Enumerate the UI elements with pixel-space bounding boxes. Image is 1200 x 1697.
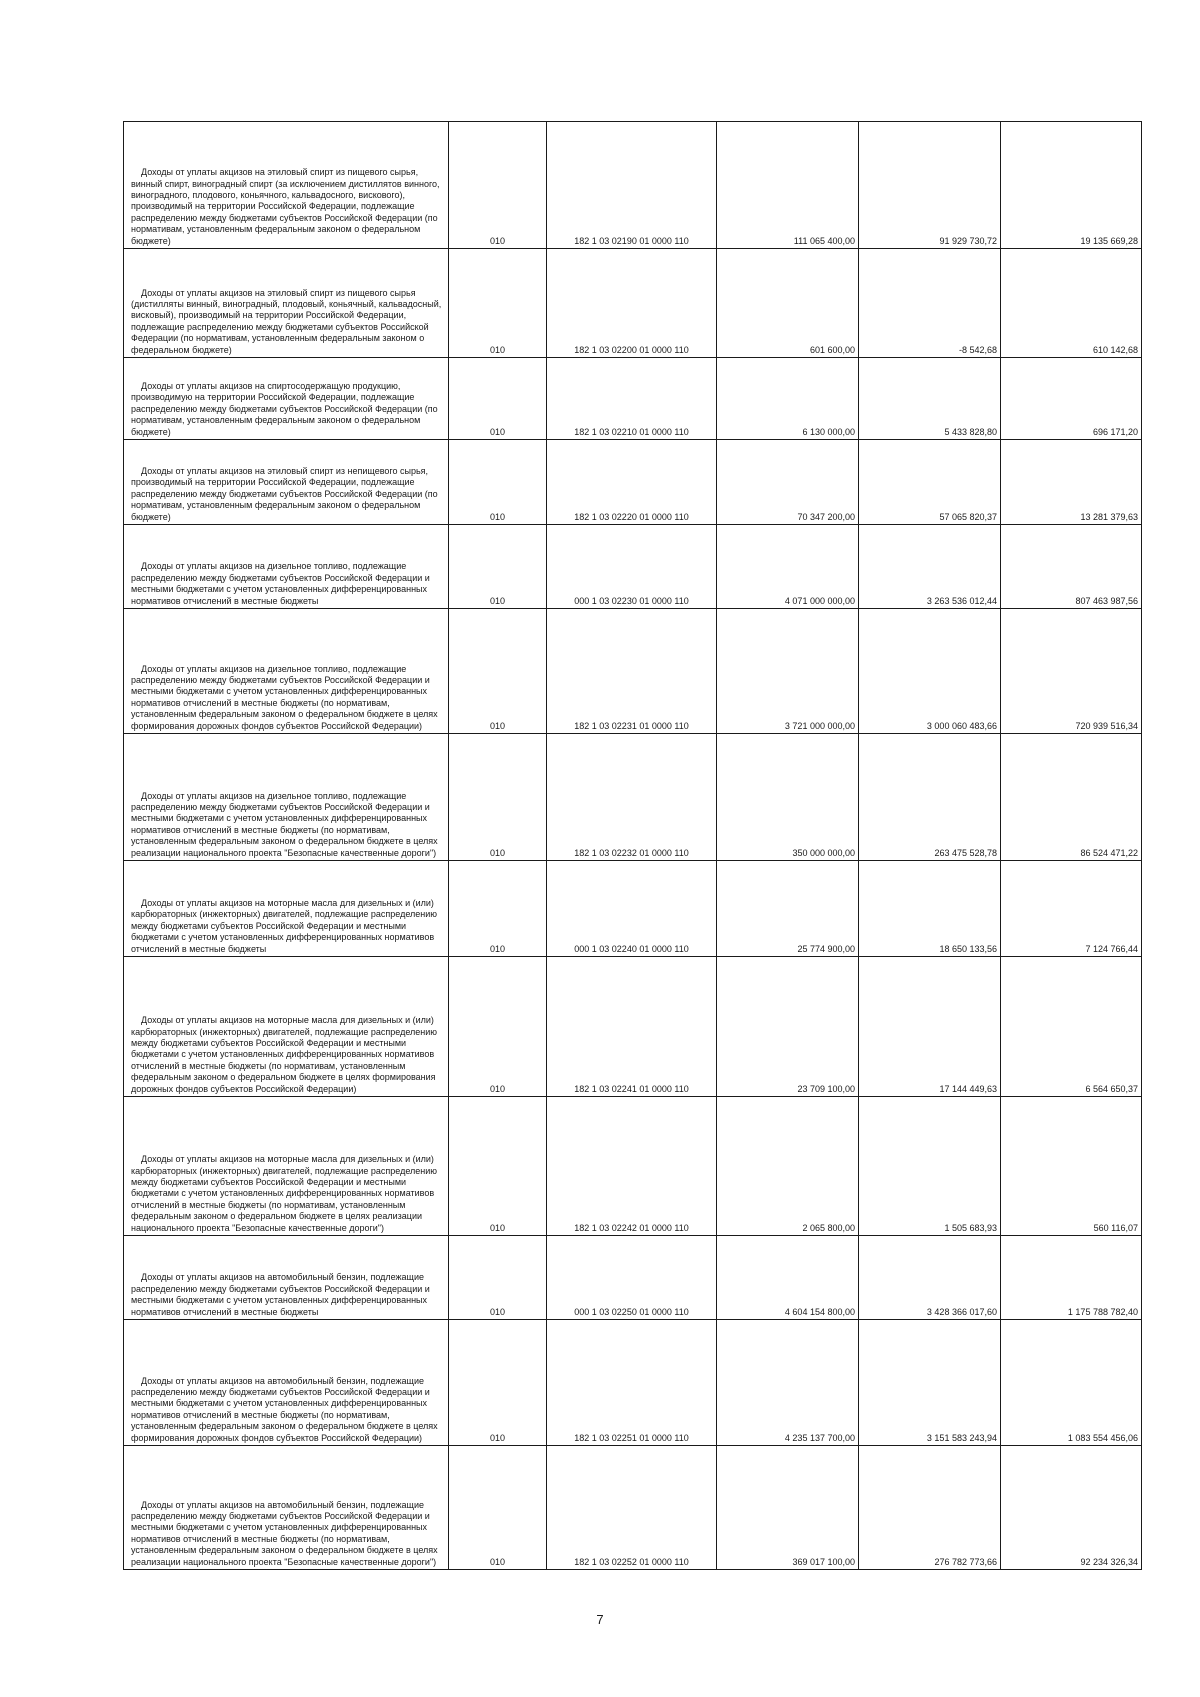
line-code-cell: 010 <box>449 1097 547 1236</box>
unexecuted-cell: 1 175 788 782,40 <box>1001 1236 1142 1320</box>
executed-cell: 18 650 133,56 <box>859 861 1001 957</box>
executed-cell: 1 505 683,93 <box>859 1097 1001 1236</box>
table-row <box>124 1097 1142 1236</box>
income-name-cell: Доходы от уплаты акцизов на дизельное топливо, подлежащие распределению между бюджетами субъектов Российской Федерации и местными бюджетами с учетом установленных дифференцированных нормативов отчислений в местные бюджеты (по нормативам, установленным федеральным законом о федеральном бюджете в целях реализации национального проекта "Безопасные качественные дороги") <box>124 734 449 861</box>
executed-cell: 276 782 773,66 <box>859 1446 1001 1570</box>
table-row <box>124 957 1142 1097</box>
budget-classification-code-cell: 182 1 03 02251 01 0000 110 <box>547 1320 717 1446</box>
line-code-cell: 010 <box>449 734 547 861</box>
unexecuted-cell: 807 463 987,56 <box>1001 525 1142 609</box>
executed-cell: 57 065 820,37 <box>859 440 1001 525</box>
line-code-cell: 010 <box>449 249 547 358</box>
table-row <box>124 861 1142 957</box>
executed-cell: -8 542,68 <box>859 249 1001 358</box>
budget-classification-code-cell: 000 1 03 02240 01 0000 110 <box>547 861 717 957</box>
executed-cell: 91 929 730,72 <box>859 122 1001 249</box>
line-code-cell: 010 <box>449 861 547 957</box>
executed-cell: 3 151 583 243,94 <box>859 1320 1001 1446</box>
approved-plan-cell: 4 235 137 700,00 <box>717 1320 859 1446</box>
table-row <box>124 440 1142 525</box>
line-code-cell: 010 <box>449 1320 547 1446</box>
approved-plan-cell: 369 017 100,00 <box>717 1446 859 1570</box>
table-row <box>124 249 1142 358</box>
line-code-cell: 010 <box>449 525 547 609</box>
revenue-table <box>123 121 1142 1570</box>
income-name-cell: Доходы от уплаты акцизов на дизельное топливо, подлежащие распределению между бюджетами субъектов Российской Федерации и местными бюджетами с учетом установленных дифференцированных нормативов отчислений в местные бюджеты <box>124 525 449 609</box>
budget-classification-code-cell: 182 1 03 02220 01 0000 110 <box>547 440 717 525</box>
table-row <box>124 1446 1142 1570</box>
table-row <box>124 122 1142 249</box>
income-name-cell: Доходы от уплаты акцизов на моторные масла для дизельных и (или) карбюраторных (инжекторных) двигателей, подлежащие распределению между бюджетами субъектов Российской Федерации и местными бюджетами с учетом установленных дифференцированных нормативов отчислений в местные бюджеты (по нормативам, установленным федеральным законом о федеральном бюджете в целях реализации национального проекта "Безопасные качественные дороги") <box>124 1097 449 1236</box>
budget-classification-code-cell: 182 1 03 02210 01 0000 110 <box>547 358 717 440</box>
budget-classification-code-cell: 182 1 03 02242 01 0000 110 <box>547 1097 717 1236</box>
budget-classification-code-cell: 182 1 03 02190 01 0000 110 <box>547 122 717 249</box>
line-code-cell: 010 <box>449 1236 547 1320</box>
executed-cell: 3 428 366 017,60 <box>859 1236 1001 1320</box>
budget-classification-code-cell: 182 1 03 02200 01 0000 110 <box>547 249 717 358</box>
unexecuted-cell: 19 135 669,28 <box>1001 122 1142 249</box>
budget-classification-code-cell: 000 1 03 02230 01 0000 110 <box>547 525 717 609</box>
unexecuted-cell: 6 564 650,37 <box>1001 957 1142 1097</box>
income-name-cell: Доходы от уплаты акцизов на этиловый спирт из пищевого сырья, винный спирт, виноградный спирт (за исключением дистиллятов винного, виноградного, плодового, коньячного, кальвадосного, вискового), производимый на территории Российской Федерации, подлежащие распределению между бюджетами субъектов Российской Федерации (по нормативам, установленным федеральным законом о федеральном бюджете) <box>124 122 449 249</box>
line-code-cell: 010 <box>449 358 547 440</box>
table-row <box>124 734 1142 861</box>
approved-plan-cell: 4 604 154 800,00 <box>717 1236 859 1320</box>
approved-plan-cell: 350 000 000,00 <box>717 734 859 861</box>
table-row <box>124 609 1142 734</box>
executed-cell: 5 433 828,80 <box>859 358 1001 440</box>
approved-plan-cell: 23 709 100,00 <box>717 957 859 1097</box>
approved-plan-cell: 3 721 000 000,00 <box>717 609 859 734</box>
executed-cell: 17 144 449,63 <box>859 957 1001 1097</box>
executed-cell: 3 000 060 483,66 <box>859 609 1001 734</box>
unexecuted-cell: 1 083 554 456,06 <box>1001 1320 1142 1446</box>
approved-plan-cell: 6 130 000,00 <box>717 358 859 440</box>
income-name-cell: Доходы от уплаты акцизов на автомобильный бензин, подлежащие распределению между бюджетами субъектов Российской Федерации и местными бюджетами с учетом установленных дифференцированных нормативов отчислений в местные бюджеты <box>124 1236 449 1320</box>
line-code-cell: 010 <box>449 609 547 734</box>
revenue-table-body <box>124 122 1142 1570</box>
line-code-cell: 010 <box>449 957 547 1097</box>
table-row <box>124 525 1142 609</box>
approved-plan-cell: 4 071 000 000,00 <box>717 525 859 609</box>
unexecuted-cell: 86 524 471,22 <box>1001 734 1142 861</box>
unexecuted-cell: 7 124 766,44 <box>1001 861 1142 957</box>
income-name-cell: Доходы от уплаты акцизов на этиловый спирт из непищевого сырья, производимый на территории Российской Федерации, подлежащие распределению между бюджетами субъектов Российской Федерации (по нормативам, установленным федеральным законом о федеральном бюджете) <box>124 440 449 525</box>
executed-cell: 263 475 528,78 <box>859 734 1001 861</box>
unexecuted-cell: 696 171,20 <box>1001 358 1142 440</box>
line-code-cell: 010 <box>449 1446 547 1570</box>
income-name-cell: Доходы от уплаты акцизов на автомобильный бензин, подлежащие распределению между бюджетами субъектов Российской Федерации и местными бюджетами с учетом установленных дифференцированных нормативов отчислений в местные бюджеты (по нормативам, установленным федеральным законом о федеральном бюджете в целях реализации национального проекта "Безопасные качественные дороги") <box>124 1446 449 1570</box>
income-name-cell: Доходы от уплаты акцизов на моторные масла для дизельных и (или) карбюраторных (инжекторных) двигателей, подлежащие распределению между бюджетами субъектов Российской Федерации и местными бюджетами с учетом установленных дифференцированных нормативов отчислений в местные бюджеты (по нормативам, установленным федеральным законом о федеральном бюджете в целях формирования дорожных фондов субъектов Российской Федерации) <box>124 957 449 1097</box>
unexecuted-cell: 610 142,68 <box>1001 249 1142 358</box>
budget-classification-code-cell: 182 1 03 02231 01 0000 110 <box>547 609 717 734</box>
income-name-cell: Доходы от уплаты акцизов на дизельное топливо, подлежащие распределению между бюджетами субъектов Российской Федерации и местными бюджетами с учетом установленных дифференцированных нормативов отчислений в местные бюджеты (по нормативам, установленным федеральным законом о федеральном бюджете в целях формирования дорожных фондов субъектов Российской Федерации) <box>124 609 449 734</box>
budget-classification-code-cell: 000 1 03 02250 01 0000 110 <box>547 1236 717 1320</box>
line-code-cell: 010 <box>449 122 547 249</box>
unexecuted-cell: 92 234 326,34 <box>1001 1446 1142 1570</box>
income-name-cell: Доходы от уплаты акцизов на моторные масла для дизельных и (или) карбюраторных (инжекторных) двигателей, подлежащие распределению между бюджетами субъектов Российской Федерации и местными бюджетами с учетом установленных дифференцированных нормативов отчислений в местные бюджеты <box>124 861 449 957</box>
income-name-cell: Доходы от уплаты акцизов на автомобильный бензин, подлежащие распределению между бюджетами субъектов Российской Федерации и местными бюджетами с учетом установленных дифференцированных нормативов отчислений в местные бюджеты (по нормативам, установленным федеральным законом о федеральном бюджете в целях формирования дорожных фондов субъектов Российской Федерации) <box>124 1320 449 1446</box>
table-row <box>124 1236 1142 1320</box>
approved-plan-cell: 2 065 800,00 <box>717 1097 859 1236</box>
income-name-cell: Доходы от уплаты акцизов на этиловый спирт из пищевого сырья (дистилляты винный, виноградный, плодовый, коньячный, кальвадосный, висковый), производимый на территории Российской Федерации, подлежащие распределению между бюджетами субъектов Российской Федерации (по нормативам, установленным федеральным законом о федеральном бюджете) <box>124 249 449 358</box>
unexecuted-cell: 13 281 379,63 <box>1001 440 1142 525</box>
unexecuted-cell: 720 939 516,34 <box>1001 609 1142 734</box>
table-row <box>124 1320 1142 1446</box>
line-code-cell: 010 <box>449 440 547 525</box>
income-name-cell: Доходы от уплаты акцизов на спиртосодержащую продукцию, производимую на территории Российской Федерации, подлежащие распределению между бюджетами субъектов Российской Федерации (по нормативам, установленным федеральным законом о федеральном бюджете) <box>124 358 449 440</box>
page-number: 7 <box>596 1612 604 1627</box>
approved-plan-cell: 111 065 400,00 <box>717 122 859 249</box>
approved-plan-cell: 25 774 900,00 <box>717 861 859 957</box>
approved-plan-cell: 70 347 200,00 <box>717 440 859 525</box>
table-row <box>124 358 1142 440</box>
budget-classification-code-cell: 182 1 03 02232 01 0000 110 <box>547 734 717 861</box>
executed-cell: 3 263 536 012,44 <box>859 525 1001 609</box>
unexecuted-cell: 560 116,07 <box>1001 1097 1142 1236</box>
budget-classification-code-cell: 182 1 03 02241 01 0000 110 <box>547 957 717 1097</box>
approved-plan-cell: 601 600,00 <box>717 249 859 358</box>
budget-classification-code-cell: 182 1 03 02252 01 0000 110 <box>547 1446 717 1570</box>
